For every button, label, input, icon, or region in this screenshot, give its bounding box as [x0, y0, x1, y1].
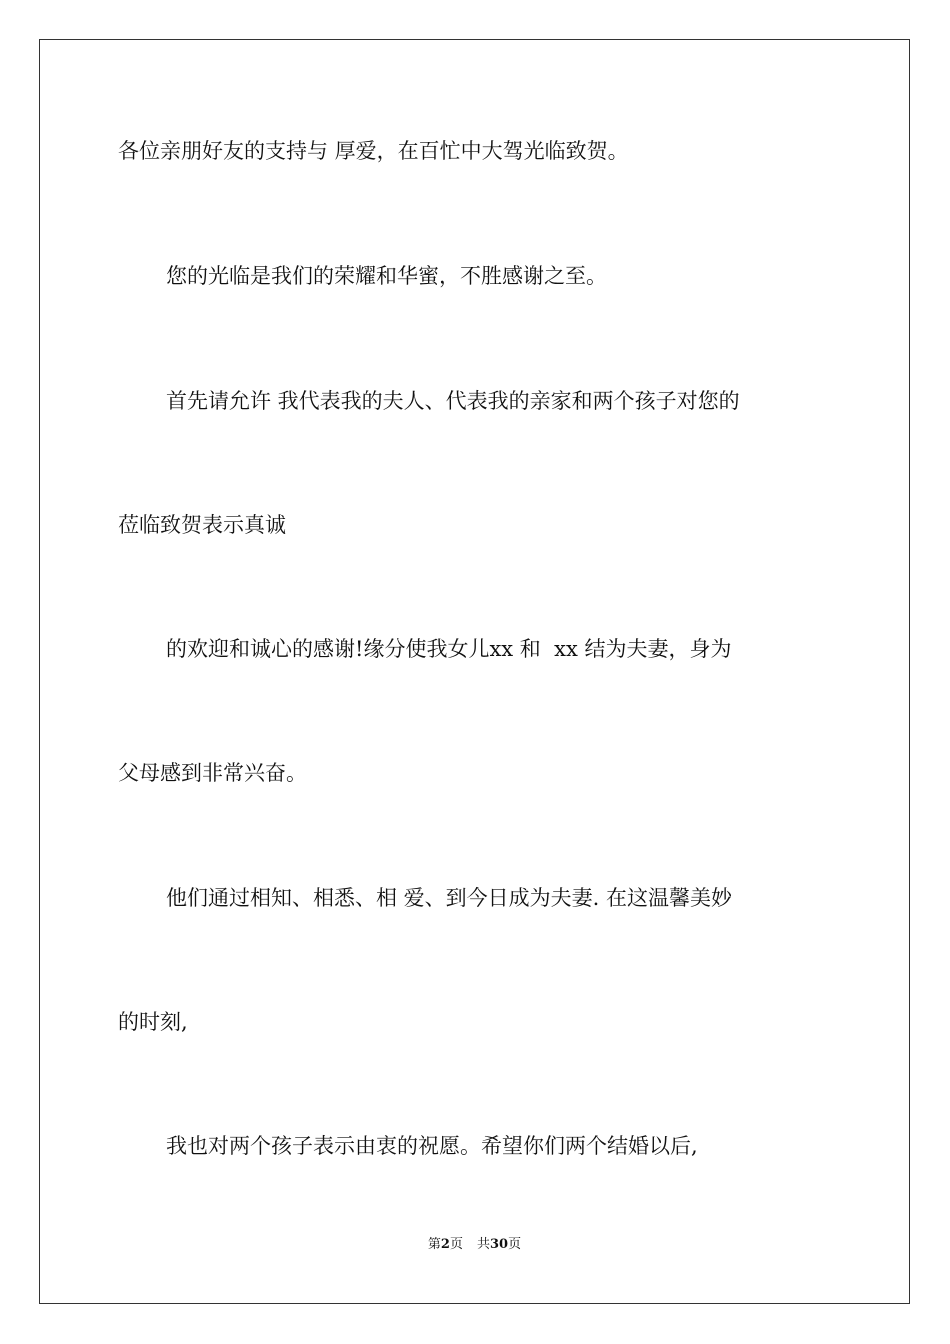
- paragraph-line: 首先请允许 我代表我的夫人、代表我的亲家和两个孩子对您的: [166, 389, 740, 413]
- page-number: 2: [440, 1237, 450, 1252]
- page-label-prefix: 第: [427, 1237, 441, 1252]
- paragraph-line: 各位亲朋好友的支持与 厚爱，在百忙中大驾光临致贺。: [118, 139, 629, 163]
- paragraph-line: 的时刻,: [118, 1010, 188, 1034]
- page-footer: [40, 1236, 909, 1254]
- paragraph-line: 的欢迎和诚心的感谢!缘分使我女儿xx 和 xx 结为夫妻，身为: [166, 637, 732, 661]
- paragraph-line: 莅临致贺表示真诚: [118, 513, 286, 537]
- page-label-suffix: 页: [449, 1237, 463, 1252]
- paragraph-line: 您的光临是我们的荣耀和华蜜，不胜感谢之至。: [166, 264, 607, 288]
- total-label-suffix: 页: [508, 1237, 522, 1252]
- paragraph-line: 他们通过相知、相悉、相 爱、到今日成为夫妻. 在这温馨美妙: [166, 886, 733, 910]
- document-page: [39, 39, 910, 1304]
- paragraph-line: 我也对两个孩子表示由衷的祝愿。希望你们两个结婚以后,: [166, 1134, 698, 1158]
- total-label-prefix: 共: [476, 1237, 490, 1252]
- paragraph-line: 父母感到非常兴奋。: [118, 761, 307, 785]
- total-pages: 30: [489, 1237, 509, 1252]
